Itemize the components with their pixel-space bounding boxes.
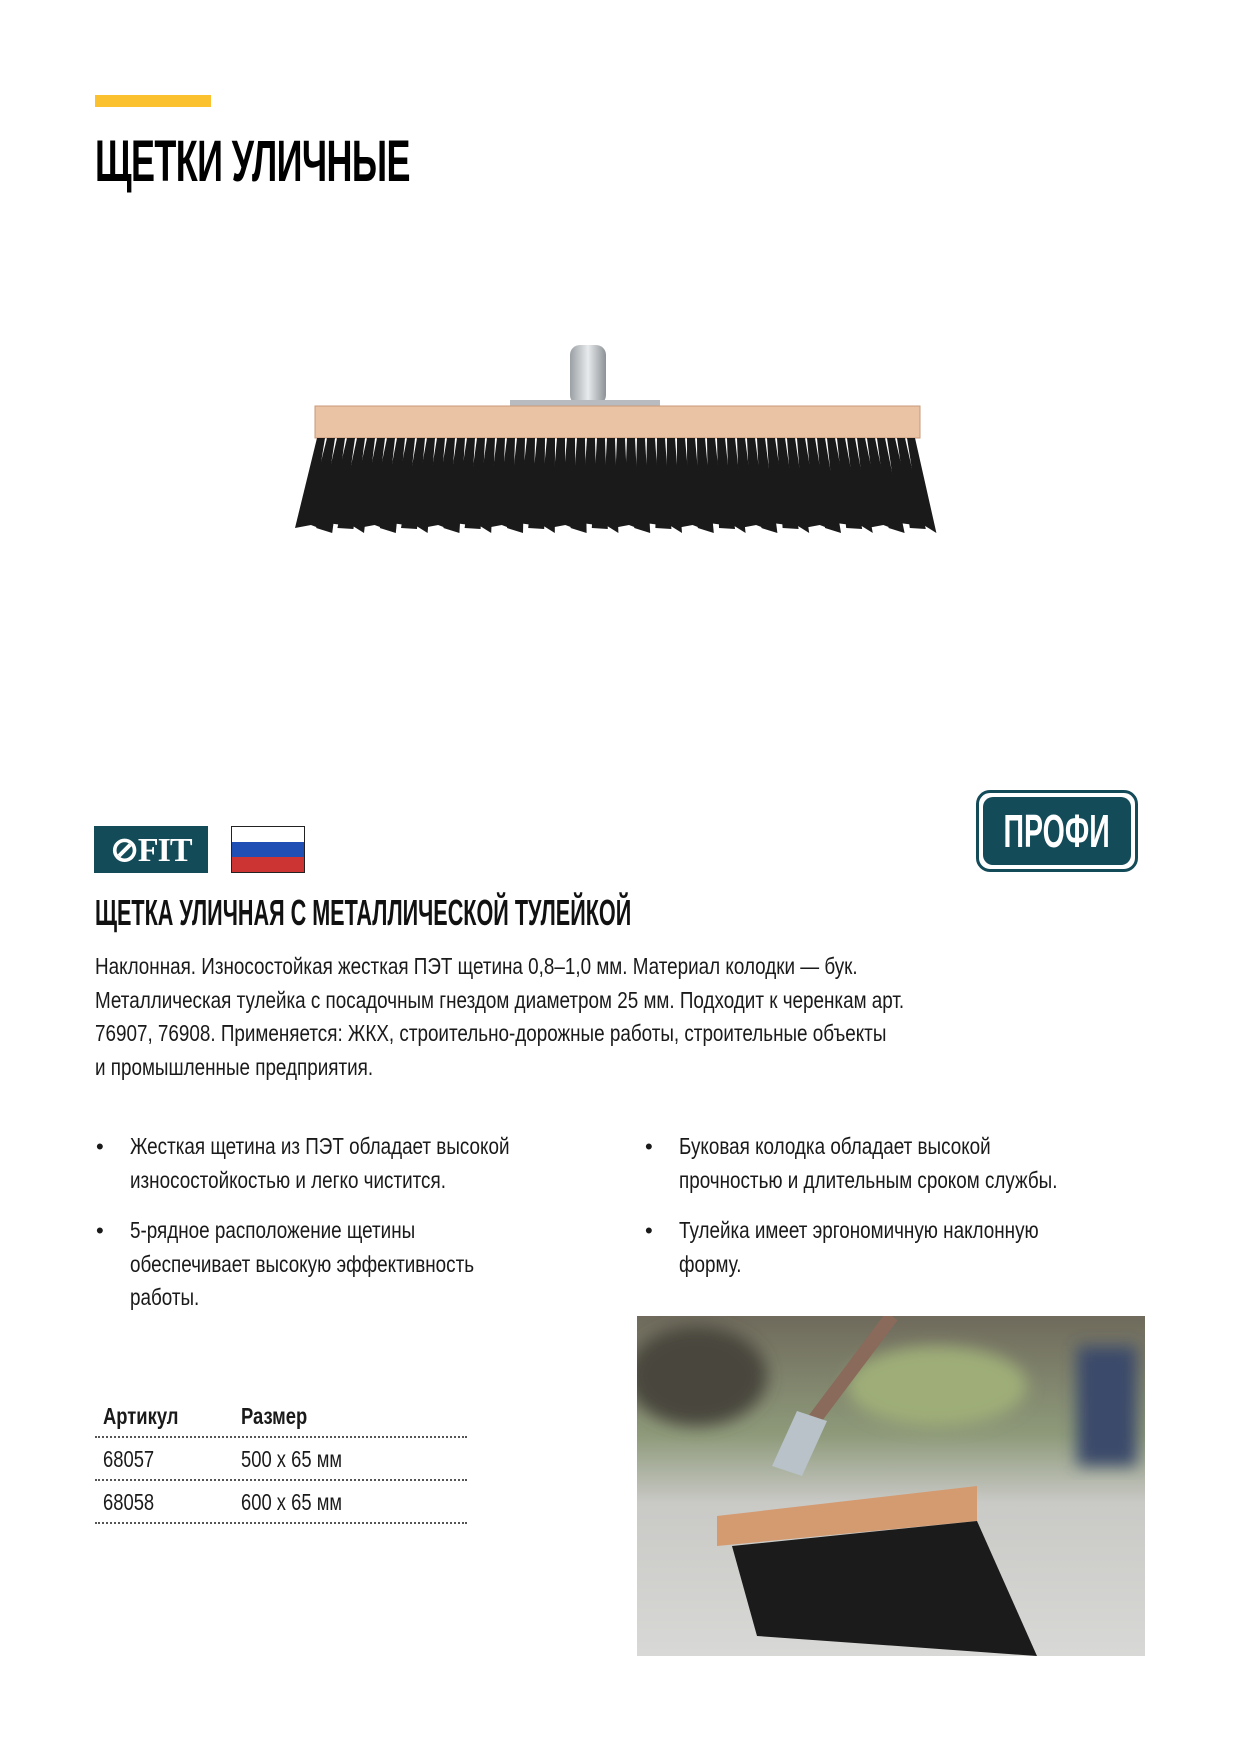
feature-item: • Буковая колодка обладает высокой прочностью и длительным сроком службы. bbox=[679, 1130, 1141, 1197]
header-size: Размер bbox=[241, 1403, 308, 1429]
description-line: Металлическая тулейка с посадочным гнездом диаметром 25 мм. Подходит к черенкам арт. bbox=[95, 986, 905, 1013]
product-title: ЩЕТКА УЛИЧНАЯ С МЕТАЛЛИЧЕСКОЙ ТУЛЕЙКОЙ bbox=[95, 892, 632, 933]
profi-badge bbox=[976, 790, 1138, 872]
feature-text: Буковая колодка обладает высокой bbox=[679, 1133, 991, 1159]
cell-article: 68057 bbox=[103, 1446, 155, 1472]
article-size-table bbox=[95, 1395, 467, 1524]
product-description bbox=[95, 950, 1082, 1084]
features-right bbox=[645, 1130, 1141, 1298]
brush-usage-photo bbox=[637, 1316, 1145, 1656]
page-title: ЩЕТКИ УЛИЧНЫЕ bbox=[95, 129, 410, 194]
brush-product-image bbox=[285, 340, 950, 555]
description-line: и промышленные предприятия. bbox=[95, 1053, 374, 1080]
table-header bbox=[95, 1395, 467, 1438]
feature-text: износостойкостью и легко чистится. bbox=[130, 1166, 446, 1193]
feature-text: форму. bbox=[679, 1250, 742, 1277]
profi-badge-label: ПРОФИ bbox=[1003, 805, 1111, 857]
features-left bbox=[96, 1130, 593, 1332]
cell-size: 600 х 65 мм bbox=[241, 1489, 343, 1515]
header-article: Артикул bbox=[103, 1403, 179, 1429]
description-line: 76907, 76908. Применяется: ЖКХ, строительно-дорожные работы, строительные объекты bbox=[95, 1020, 887, 1046]
feature-text: прочностью и длительным сроком службы. bbox=[679, 1166, 1058, 1193]
feature-item: • 5-рядное расположение щетины обеспечивает высокую эффективность работы. bbox=[130, 1214, 593, 1315]
cell-article: 68058 bbox=[103, 1489, 155, 1515]
feature-text: работы. bbox=[130, 1284, 200, 1310]
feature-text: обеспечивает высокую эффективность bbox=[130, 1250, 475, 1277]
table-row bbox=[95, 1481, 467, 1524]
table-row bbox=[95, 1438, 467, 1481]
feature-item: • Тулейка имеет эргономичную наклонную форму. bbox=[679, 1214, 1141, 1281]
feature-text: Тулейка имеет эргономичную наклонную bbox=[679, 1217, 1039, 1243]
russia-flag-icon bbox=[231, 826, 305, 873]
description-line: Наклонная. Износостойкая жесткая ПЭТ щетина 0,8–1,0 мм. Материал колодки — бук. bbox=[95, 953, 858, 979]
feature-item: • Жесткая щетина из ПЭТ обладает высокой износостойкостью и легко чистится. bbox=[130, 1130, 593, 1197]
feature-text: Жесткая щетина из ПЭТ обладает высокой bbox=[130, 1133, 510, 1159]
fit-logo: ⊘FIT bbox=[94, 826, 208, 873]
accent-bar bbox=[95, 95, 211, 107]
cell-size: 500 х 65 мм bbox=[241, 1446, 343, 1472]
feature-text: 5-рядное расположение щетины bbox=[130, 1217, 416, 1243]
